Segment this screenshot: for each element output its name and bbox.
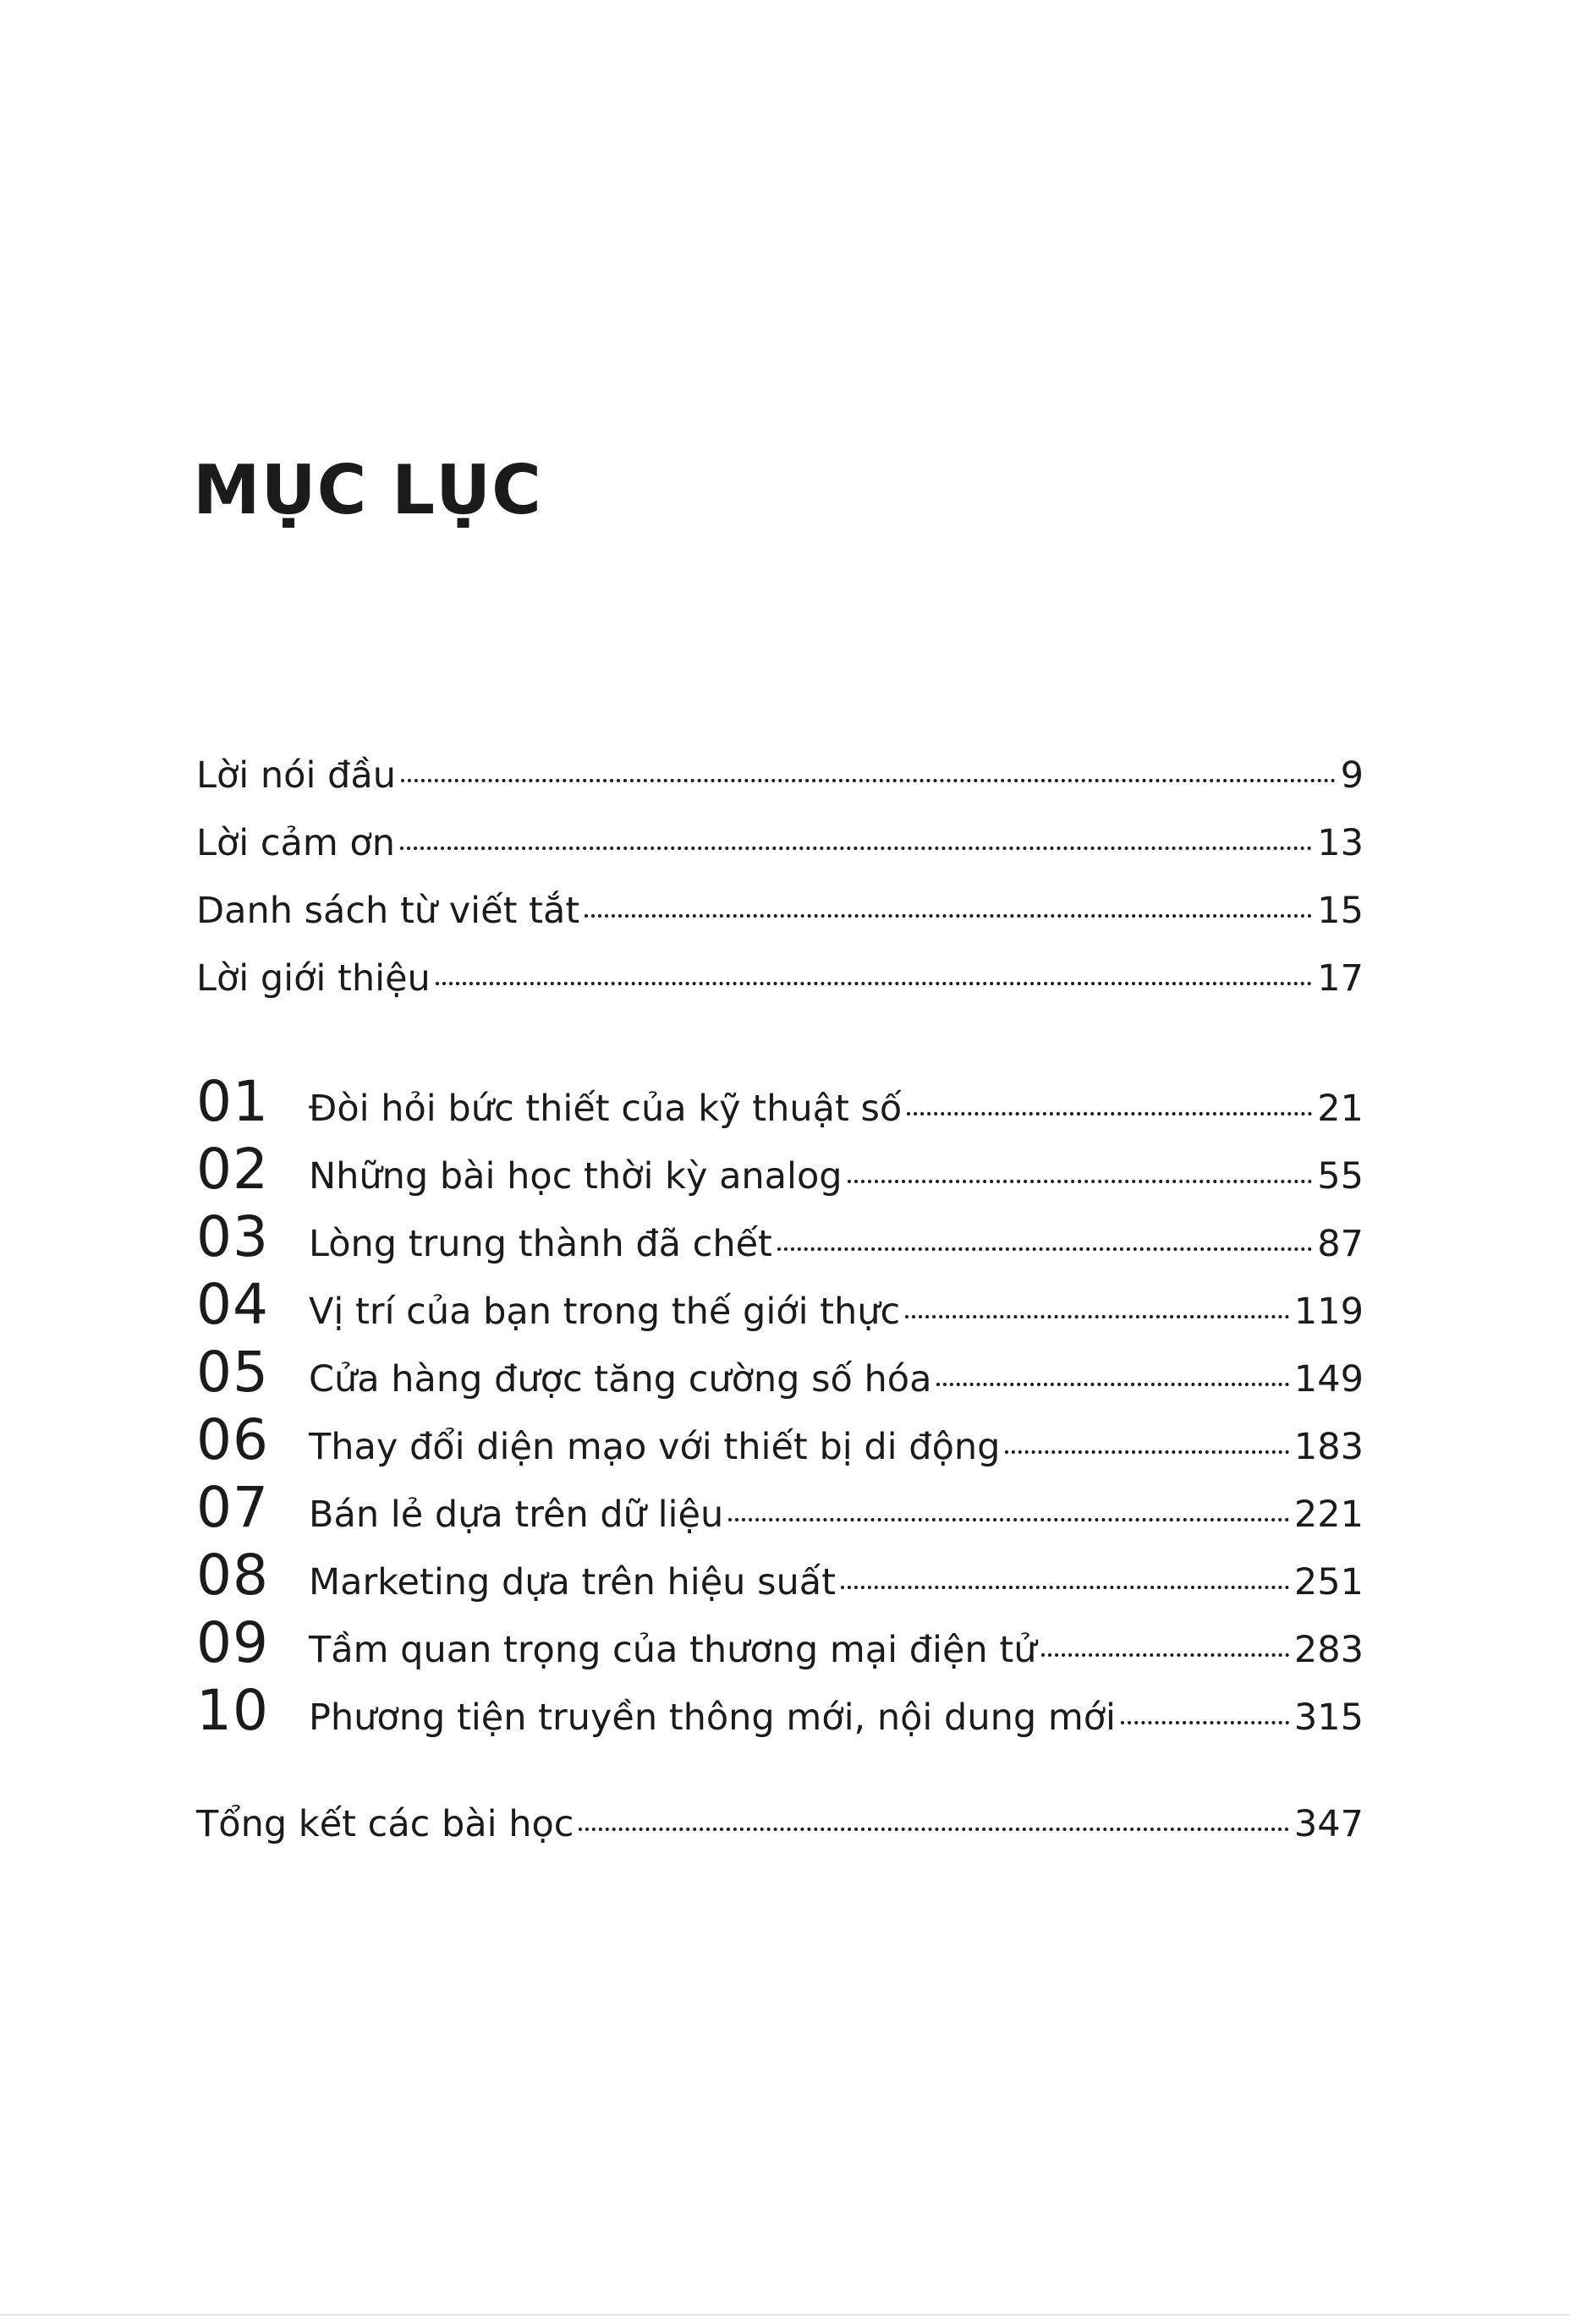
toc-entry-title: Tổng kết các bài học bbox=[196, 1803, 574, 1845]
chapter-entry bbox=[196, 1340, 1364, 1405]
toc-entry bbox=[196, 890, 1364, 934]
toc-page-number: 9 bbox=[1340, 754, 1364, 797]
toc-entry-title: Danh sách từ viết tắt bbox=[196, 890, 580, 932]
chapter-entry bbox=[196, 1543, 1364, 1608]
chapter-title: Bán lẻ dựa trên dữ liệu bbox=[309, 1494, 724, 1536]
toc-page-number: 119 bbox=[1293, 1291, 1364, 1333]
chapter-number: 02 bbox=[196, 1137, 269, 1202]
toc-entry bbox=[196, 822, 1364, 866]
toc-entry-title: Lời giới thiệu bbox=[196, 957, 431, 1000]
dot-leader bbox=[905, 1315, 1289, 1318]
toc-entry-title: Lời cảm ơn bbox=[196, 822, 395, 864]
dot-leader bbox=[936, 1383, 1289, 1386]
page-title: MỤC LỤC bbox=[193, 451, 542, 529]
toc-page-number: 315 bbox=[1293, 1696, 1364, 1739]
chapter-number: 04 bbox=[196, 1272, 269, 1337]
dot-leader bbox=[401, 779, 1336, 782]
chapter-entry bbox=[196, 1069, 1364, 1134]
toc-entry bbox=[196, 957, 1364, 1001]
chapter-title: Phương tiện truyền thông mới, nội dung mới bbox=[309, 1696, 1116, 1739]
dot-leader bbox=[1041, 1653, 1288, 1657]
chapter-title: Đòi hỏi bức thiết của kỹ thuật số bbox=[309, 1088, 903, 1130]
chapter-entry bbox=[196, 1407, 1364, 1472]
toc-page-number: 87 bbox=[1317, 1223, 1364, 1265]
chapter-number: 06 bbox=[196, 1407, 269, 1472]
toc-entry bbox=[196, 754, 1364, 798]
dot-leader bbox=[400, 847, 1312, 850]
chapter-title: Vị trí của bạn trong thế giới thực bbox=[309, 1291, 901, 1333]
dot-leader bbox=[579, 1828, 1288, 1831]
dot-leader bbox=[585, 914, 1312, 918]
toc-entry-title: Lời nói đầu bbox=[196, 754, 396, 797]
toc-entry bbox=[196, 1803, 1364, 1847]
toc-page-number: 183 bbox=[1293, 1426, 1364, 1468]
toc-page-number: 15 bbox=[1317, 890, 1364, 932]
chapter-title: Cửa hàng được tăng cường số hóa bbox=[309, 1358, 932, 1400]
chapter-number: 07 bbox=[196, 1475, 269, 1540]
toc-page-number: 347 bbox=[1293, 1803, 1364, 1845]
chapter-entry bbox=[196, 1137, 1364, 1202]
toc-page-number: 55 bbox=[1317, 1155, 1364, 1198]
scan-edge-line bbox=[0, 2314, 1570, 2316]
chapter-entry bbox=[196, 1475, 1364, 1540]
dot-leader bbox=[728, 1518, 1289, 1521]
chapter-title: Lòng trung thành đã chết bbox=[309, 1223, 772, 1265]
dot-leader bbox=[1121, 1721, 1289, 1724]
dot-leader bbox=[777, 1247, 1312, 1251]
chapter-entry bbox=[196, 1678, 1364, 1743]
chapter-number: 10 bbox=[196, 1678, 269, 1743]
chapter-title: Tầm quan trọng của thương mại điện tử bbox=[309, 1629, 1037, 1671]
toc-page-number: 13 bbox=[1317, 822, 1364, 864]
chapter-title: Những bài học thời kỳ analog bbox=[309, 1155, 843, 1198]
dot-leader bbox=[907, 1112, 1312, 1115]
toc-page-number: 149 bbox=[1293, 1358, 1364, 1400]
toc-page-number: 221 bbox=[1293, 1494, 1364, 1536]
chapter-title: Thay đổi diện mạo với thiết bị di động bbox=[309, 1426, 1001, 1468]
toc-page-number: 21 bbox=[1317, 1088, 1364, 1130]
dot-leader bbox=[436, 982, 1312, 985]
dot-leader bbox=[848, 1180, 1313, 1183]
chapter-number: 03 bbox=[196, 1204, 269, 1269]
toc-page-number: 251 bbox=[1293, 1561, 1364, 1603]
chapter-number: 05 bbox=[196, 1340, 269, 1405]
chapter-number: 09 bbox=[196, 1610, 269, 1675]
chapter-entry bbox=[196, 1204, 1364, 1269]
toc-page-number: 283 bbox=[1293, 1629, 1364, 1671]
chapter-number: 08 bbox=[196, 1543, 269, 1608]
dot-leader bbox=[1005, 1450, 1289, 1454]
toc-page-number: 17 bbox=[1317, 957, 1364, 1000]
chapter-title: Marketing dựa trên hiệu suất bbox=[309, 1561, 836, 1603]
dot-leader bbox=[841, 1586, 1289, 1589]
chapter-number: 01 bbox=[196, 1069, 269, 1134]
chapter-entry bbox=[196, 1610, 1364, 1675]
chapter-entry bbox=[196, 1272, 1364, 1337]
